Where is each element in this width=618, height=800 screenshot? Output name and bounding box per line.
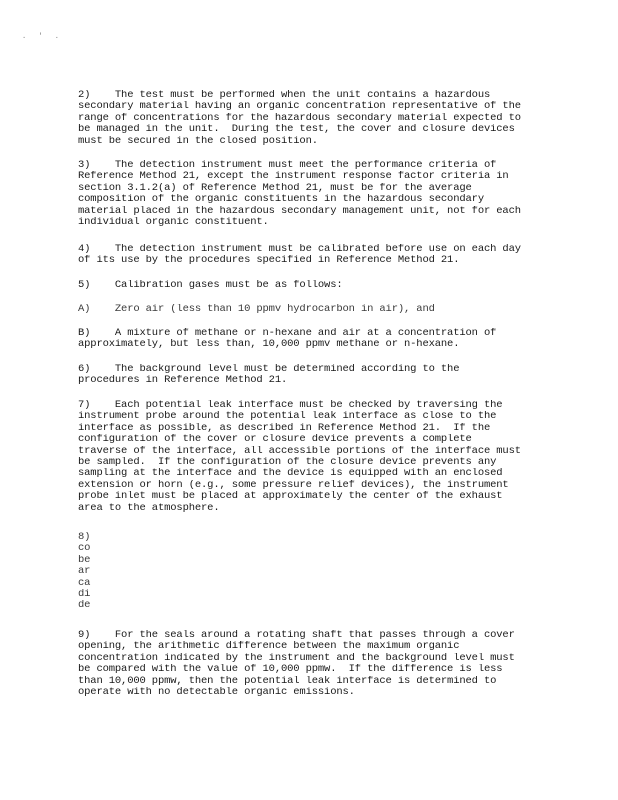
text-line: ar [78,566,91,578]
text-line: operate with no detectable organic emissions. [78,686,355,698]
paragraph-2 [78,90,548,147]
text-line: di [78,588,91,600]
text-line: co [78,543,91,555]
text-line: be [78,554,91,566]
text-line: be sampled. If the configuration of the closure device prevents any [78,456,497,468]
text-line: de [78,600,91,612]
paragraph-7 [78,400,548,514]
text-line: of its use by the procedures specified in Reference Method 21. [78,255,460,267]
text-line: extension or horn (e.g., some pressure relief devices), the instrument [78,479,509,491]
text-line: probe inlet must be placed at approximately the center of the exhaust [78,491,503,503]
text-line: than 10,000 ppmw, then the potential leak interface is determined to [78,675,497,687]
text-line: Reference Method 21, except the instrument response factor criteria in [78,171,509,183]
paragraph-8-fragment [78,532,548,612]
text-line: 9) For the seals around a rotating shaft that passes through a cover [78,630,515,641]
text-line: opening, the arithmetic difference between the maximum organic [78,641,460,653]
paragraph-3 [78,160,548,228]
text-line: traverse of the interface, all accessible portions of the interface must [78,445,521,457]
text-line: configuration of the cover or closure device prevents a complete [78,434,472,446]
text-line: approximately, but less than, 10,000 ppmv methane or n-hexane. [78,339,460,351]
paragraph-5 [78,280,548,291]
text-line: must be secured in the closed position. [78,135,318,147]
text-line: be managed in the unit. During the test, the cover and closure devices [78,124,515,136]
text-line: area to the atmosphere. [78,502,220,514]
paragraph-6 [78,364,548,387]
text-line: A) Zero air (less than 10 ppmv hydrocarbon in air), and [78,304,435,315]
text-line: 3) The detection instrument must meet the performance criteria of [78,160,497,171]
text-line: be compared with the value of 10,000 ppmw. If the difference is less [78,664,503,676]
text-line: instrument probe around the potential leak interface as close to the [78,411,497,423]
text-line: 6) The background level must be determined according to the [78,364,460,375]
text-line: interface as possible, as described in Reference Method 21. If the [78,422,491,434]
paragraph-5a [78,304,548,315]
text-line: concentration indicated by the instrument and the background level must [78,652,515,664]
text-line: sampling at the interface and the device is equipped with an enclosed [78,468,503,480]
text-line: ca [78,577,91,589]
text-line: range of concentrations for the hazardous secondary material expected to [78,112,521,124]
scan-speck: . ' . [22,33,64,41]
text-line: 5) Calibration gases must be as follows: [78,280,343,291]
paragraph-5b [78,328,548,351]
text-line: procedures in Reference Method 21. [78,375,288,387]
text-line: section 3.1.2(a) of Reference Method 21, must be for the average [78,182,472,194]
text-line: 2) The test must be performed when the unit contains a hazardous [78,90,491,101]
text-line: 7) Each potential leak interface must be checked by traversing the [78,400,503,411]
text-line: 4) The detection instrument must be calibrated before use on each day [78,244,521,255]
text-line: secondary material having an organic concentration representative of the [78,101,521,113]
text-line: 8) [78,532,91,543]
text-line: material placed in the hazardous secondary management unit, not for each [78,205,521,217]
text-line: B) A mixture of methane or n-hexane and air at a concentration of [78,328,497,339]
paragraph-9 [78,630,548,698]
paragraph-4 [78,244,548,267]
text-line: composition of the organic constituents in the hazardous secondary [78,194,484,206]
text-line: individual organic constituent. [78,216,269,228]
